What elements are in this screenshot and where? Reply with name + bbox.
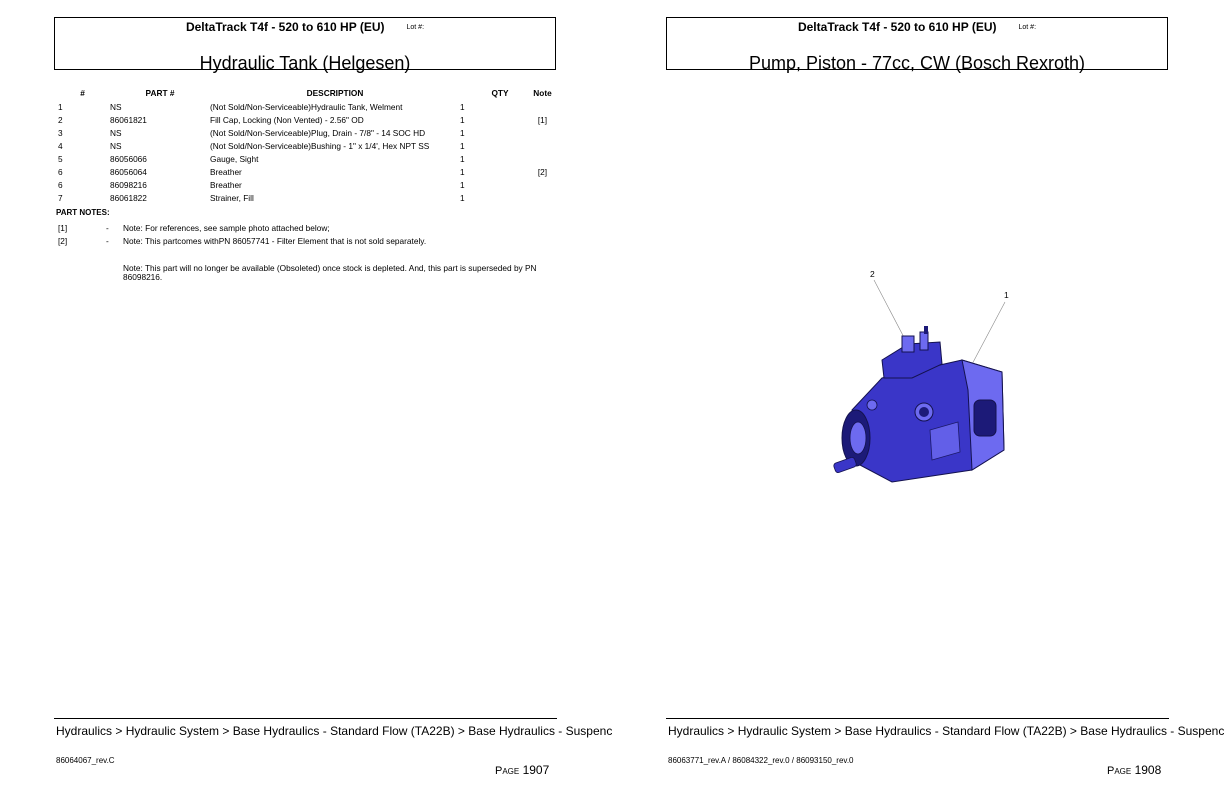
- row-description: Breather: [210, 166, 242, 177]
- section-title: Pump, Piston - 77cc, CW (Bosch Rexroth): [748, 53, 1086, 73]
- row-number: 1: [58, 101, 63, 112]
- row-note: [1]: [537, 114, 548, 125]
- lot-label: Lot #:: [1018, 24, 1037, 31]
- row-number: 6: [58, 166, 63, 177]
- callout-1: 1: [1004, 290, 1009, 300]
- note-dash: -: [106, 236, 109, 246]
- row-note: [2]: [537, 166, 548, 177]
- row-qty: 1: [460, 127, 465, 138]
- table-row: [55, 178, 565, 191]
- part-notes-title: PART NOTES:: [56, 208, 110, 217]
- row-qty: 1: [460, 140, 465, 151]
- page-number: [495, 763, 549, 777]
- row-description: Gauge, Sight: [210, 153, 259, 164]
- document-revision: 86064067_rev.C: [56, 756, 115, 765]
- row-description: (Not Sold/Non-Serviceable)Plug, Drain - 7/8" - 14 SOC HD: [210, 127, 426, 138]
- section-title: Hydraulic Tank (Helgesen): [199, 53, 411, 73]
- breadcrumb: Hydraulics > Hydraulic System > Base Hydraulics - Standard Flow (TA22B) > Base Hydraulics - Suspenc: [668, 724, 1224, 738]
- obsolete-note: Note: This part will no longer be available (Obsoleted) once stock is depleted. And, this part is superseded by PN 86098216.: [123, 263, 537, 282]
- row-number: 4: [58, 140, 63, 151]
- row-part-number: NS: [110, 140, 122, 151]
- footer-divider: [666, 718, 1169, 719]
- col-header-number: #: [80, 88, 85, 98]
- row-part-number: 86098216: [110, 179, 147, 190]
- note-text: Note: This partcomes withPN 86057741 - Filter Element that is not sold separately.: [123, 236, 427, 246]
- page-header: [666, 17, 1168, 73]
- row-number: 6: [58, 179, 63, 190]
- note-dash: -: [106, 223, 109, 233]
- note-ref: [2]: [58, 236, 68, 246]
- table-row: [55, 100, 565, 113]
- row-description: Breather: [210, 179, 242, 190]
- row-qty: 1: [460, 179, 465, 190]
- row-description: (Not Sold/Non-Serviceable)Hydraulic Tank, Welment: [210, 101, 403, 112]
- pump-body: [833, 326, 1004, 482]
- page-number: [1107, 763, 1161, 777]
- row-qty: 1: [460, 192, 465, 203]
- row-note: [520, 139, 565, 152]
- row-number: 7: [58, 192, 63, 203]
- leader-line-1: [970, 302, 1005, 368]
- row-number: 5: [58, 153, 63, 164]
- document-revision: 86063771_rev.A / 86084322_rev.0 / 86093150_rev.0: [668, 756, 854, 765]
- page-label: Page: [495, 765, 520, 777]
- col-header-qty: QTY: [491, 88, 509, 98]
- model-title: DeltaTrack T4f - 520 to 610 HP (EU): [185, 20, 385, 34]
- col-header-part: PART #: [145, 88, 175, 98]
- col-header-description: DESCRIPTION: [306, 88, 364, 98]
- col-header-note: Note: [533, 88, 552, 98]
- row-part-number: 86061821: [110, 114, 147, 125]
- table-row: [55, 152, 565, 165]
- pump-illustration: [812, 260, 1032, 510]
- page-number-value: 1908: [1134, 763, 1162, 777]
- row-description: (Not Sold/Non-Serviceable)Bushing - 1" x 1/4', Hex NPT SS: [210, 140, 430, 151]
- page-1908: [612, 0, 1224, 792]
- leader-line-2: [874, 280, 908, 345]
- breadcrumb: Hydraulics > Hydraulic System > Base Hydraulics - Standard Flow (TA22B) > Base Hydraulics - Suspenc: [56, 724, 612, 738]
- table-header-row: [55, 86, 565, 100]
- row-note: [520, 178, 565, 191]
- row-note: [520, 100, 565, 113]
- row-part-number: 86056066: [110, 153, 147, 164]
- footer-divider: [54, 718, 557, 719]
- row-qty: 1: [460, 166, 465, 177]
- note-text: Note: For references, see sample photo attached below;: [123, 223, 330, 233]
- row-description: Fill Cap, Locking (Non Vented) - 2.56" OD: [210, 114, 364, 125]
- page-label: Page: [1107, 765, 1132, 777]
- row-part-number: NS: [110, 101, 122, 112]
- row-description: Strainer, Fill: [210, 192, 254, 203]
- lot-label: Lot #:: [406, 24, 425, 31]
- row-qty: 1: [460, 153, 465, 164]
- part-note: [58, 236, 426, 246]
- row-part-number: 86056064: [110, 166, 147, 177]
- callout-2: 2: [870, 269, 875, 279]
- table-row: [55, 165, 565, 178]
- row-number: 3: [58, 127, 63, 138]
- table-row: [55, 113, 565, 126]
- page-header: [54, 17, 556, 73]
- note-ref: [1]: [58, 223, 68, 233]
- row-part-number: NS: [110, 127, 122, 138]
- row-note: [520, 152, 565, 165]
- table-row: [55, 139, 565, 152]
- model-title: DeltaTrack T4f - 520 to 610 HP (EU): [797, 20, 997, 34]
- row-note: [520, 126, 565, 139]
- table-row: [55, 126, 565, 139]
- row-note: [520, 191, 565, 204]
- parts-table: [55, 86, 565, 204]
- part-note: [58, 223, 330, 233]
- row-qty: 1: [460, 101, 465, 112]
- row-number: 2: [58, 114, 63, 125]
- row-qty: 1: [460, 114, 465, 125]
- page-number-value: 1907: [522, 763, 550, 777]
- row-part-number: 86061822: [110, 192, 147, 203]
- table-row: [55, 191, 565, 204]
